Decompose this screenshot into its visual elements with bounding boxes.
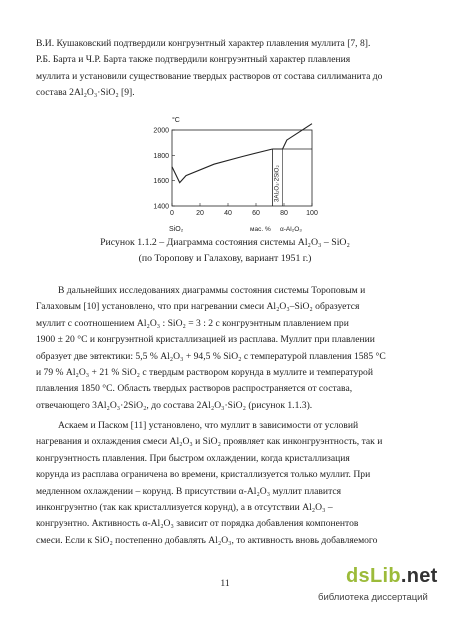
x-tick-label: 40 [224, 210, 232, 217]
text-line: Галаховым [10] установлено, что при нагревании смеси Al₂O₃–SiO₂ образуется [36, 301, 360, 313]
text-line: Аскаем и Паском [11] установлено, что муллит в зависимости от условий [58, 420, 359, 431]
y-unit-label: °C [172, 117, 180, 124]
text-line: корунда из расплава ограничена во времени, кристаллизуется только муллит. При [36, 469, 371, 481]
text-line: муллит с соотношением Al₂O₃ : SiO₂ = 3 : 2 с конгруэнтным плавлением при [36, 317, 349, 329]
x-tick-label: 0 [170, 210, 174, 217]
watermark-logo [346, 565, 438, 588]
paragraph-2 [36, 283, 428, 414]
paragraph-3 [36, 418, 428, 549]
text-line: 1900 ± 20 °С и конгруэнтной кристаллизацией из расплава. Муллит при плавлении [36, 334, 375, 346]
caption-line-1: Рисунок 1.1.2 – Диаграмма состояния системы Al₂O₃ – SiO₂ [100, 237, 350, 248]
text-line: В.И. Кушаковский подтвердили конгруэнтный характер плавления муллита [7, 8]. [36, 38, 371, 49]
text-line: отвечающего 3Al₂O₃·2SiO₂, до состава 2Al₂O₃·SiO₂ (рисунок 1.1.3). [36, 399, 313, 411]
x-end-label-sio2: SiO₂ [169, 226, 184, 233]
x-end-label-al2o3: α-Al₂O₃ [280, 226, 302, 233]
phase-label: 3Al₂O₃·2SiO₂ [273, 165, 281, 202]
text-line: смеси. Если к SiO₂ постепенно добавлять Al₂O₃, то активность вновь добавляемого [36, 534, 378, 546]
x-tick-label: 60 [252, 210, 260, 217]
text-line: инконгруэнтно (так как кристаллизуется корунд), а в отсутствии Al₂O₃ – [36, 502, 333, 514]
intro-paragraph [36, 36, 428, 102]
y-tick-label: 1400 [153, 203, 169, 211]
liquidus-series-1 [172, 149, 273, 183]
text-line: состава 2Al₂O₃·SiO₂ [9]. [36, 87, 135, 99]
x-tick-label: 100 [306, 210, 318, 217]
y-tick-label: 1800 [153, 152, 169, 160]
x-tick-label: 80 [280, 210, 288, 217]
phase-diagram-chart [140, 113, 320, 238]
text-line: Р.Б. Барта и Ч.Р. Барта также подтвердили конгруэнтный характер плавления [36, 54, 351, 66]
text-line: муллита и установили существование твердых растворов от состава силлиманита до [36, 70, 383, 82]
text-line: нагревания и охлаждения смеси Al₂O₃ и SiO₂ проявляет как инконгруэнтность, так и [36, 436, 383, 448]
liquidus-series-2 [273, 124, 313, 149]
text-line: конгруэнтность плавления. При быстром охлаждении, когда кристаллизация [36, 452, 350, 464]
x-tick-label: 20 [196, 210, 204, 217]
figure-caption [0, 235, 450, 267]
plot-frame [172, 130, 312, 206]
text-line: медленном охлаждении – корунд. В присутствии α-Al₂O₃ муллит плавится [36, 485, 342, 497]
page-number: 11 [220, 578, 230, 589]
text-line: образует две эвтектики: 5,5 % Al₂O₃ + 94,5 % SiO₂ с температурой плавления 1585 °С [36, 350, 386, 362]
text-line: В дальнейших исследованиях диаграммы состояния системы Тороповым и [58, 285, 366, 296]
x-units-label: мас. % [250, 226, 271, 233]
watermark-logo-suffix: .net [400, 565, 438, 587]
watermark-logo-main: dsLib [346, 565, 401, 587]
watermark-subtitle: библиотека диссертаций [318, 592, 428, 603]
y-tick-label: 2000 [153, 127, 169, 135]
caption-line-2: (по Торопову и Галахову, вариант 1951 г.) [138, 253, 312, 264]
text-line: и 79 % Al₂O₃ + 21 % SiO₂ с твердым раствором корунда в муллите и температурой [36, 367, 373, 379]
text-line: плавления 1850 °С. Область твердых растворов распространяется от состава, [36, 383, 353, 395]
y-tick-label: 1600 [153, 178, 169, 186]
text-line: конгруэнтно. Активность α-Al₂O₃ зависит от порядка добавления компонентов [36, 518, 359, 530]
